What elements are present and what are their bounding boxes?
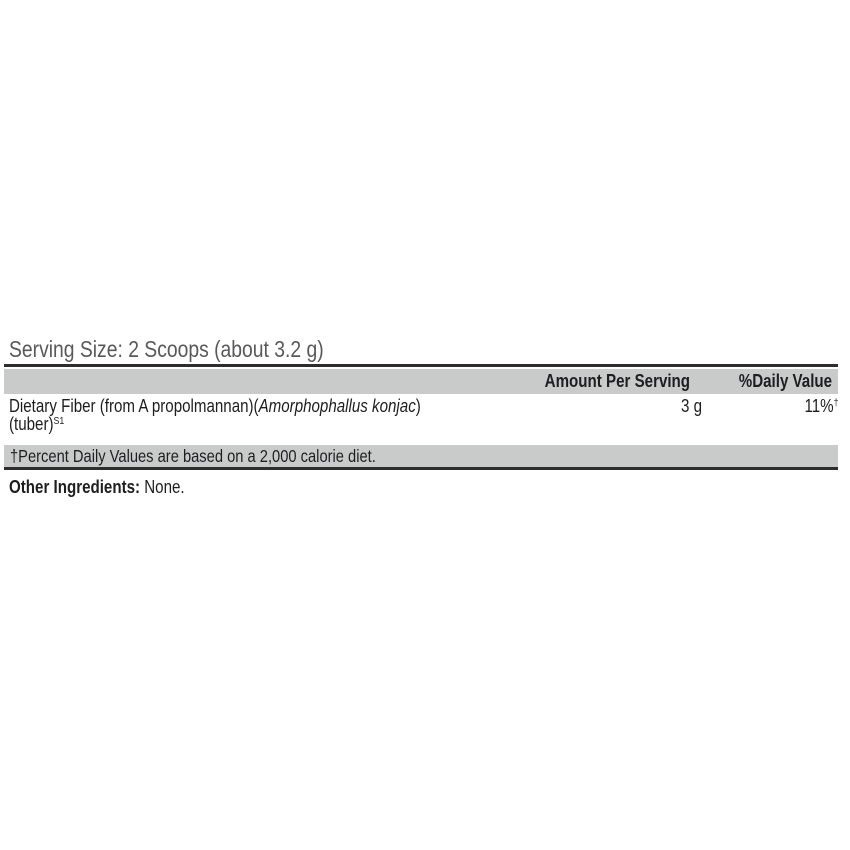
ingredient-botanical-name: Amorphophallus konjac (258, 396, 416, 416)
serving-size-label: Serving Size: 2 Scoops (about 3.2 g) (9, 336, 324, 362)
ingredient-footnote-superscript: S1 (53, 415, 65, 427)
ingredient-name-cell (9, 398, 499, 436)
footnote-text: †Percent Daily Values are based on a 2,000 calorie diet. (10, 446, 376, 466)
daily-value-percent: 11% (804, 396, 835, 416)
ingredient-plant-part: (tuber) (9, 413, 54, 434)
ingredient-name-line2 (9, 413, 499, 437)
daily-value-dagger-superscript: † (834, 398, 839, 410)
ingredient-name-text: Dietary Fiber (from A propolmannan)( (9, 396, 259, 416)
amount-per-serving-header (517, 369, 690, 394)
serving-size-text (9, 336, 384, 363)
divider-top-rule (4, 364, 838, 367)
ingredient-name-line1 (9, 398, 499, 416)
table-header-row (4, 369, 838, 394)
daily-value-header-label: %Daily Value (738, 371, 832, 391)
amount-value: 3 g (680, 396, 702, 416)
divider-bottom-rule (4, 467, 838, 470)
footnote-bar (4, 445, 838, 467)
daily-value-header (721, 369, 832, 394)
amount-per-serving-header-label: Amount Per Serving (544, 371, 690, 391)
other-ingredients-label: Other Ingredients: (9, 477, 141, 497)
other-ingredients-line (9, 477, 218, 498)
amount-value-cell (677, 398, 702, 416)
daily-value-cell (798, 398, 839, 419)
other-ingredients-value: None. (140, 477, 185, 497)
ingredient-name-close-paren: ) (415, 396, 421, 416)
